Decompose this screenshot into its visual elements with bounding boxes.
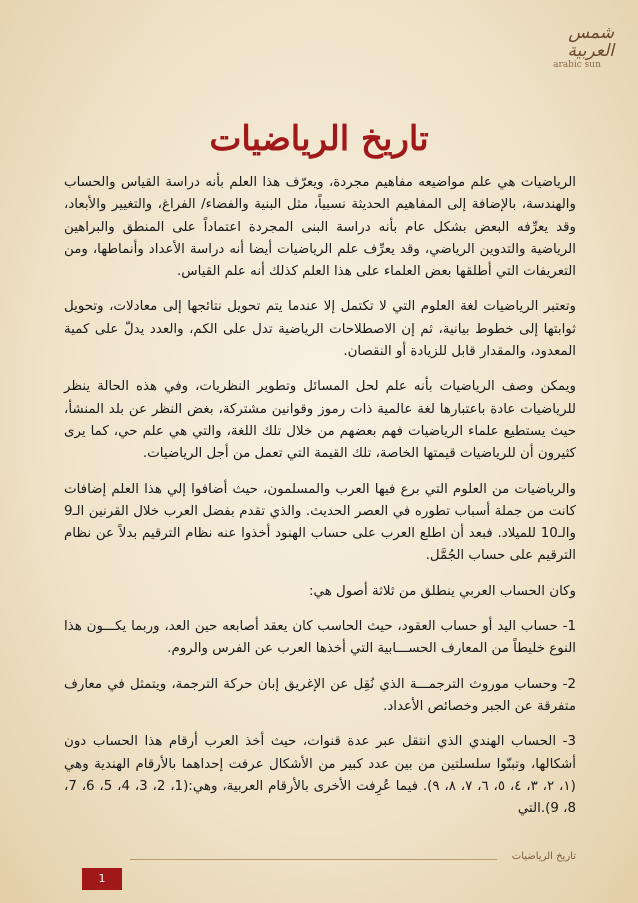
- footer-title: تاريخ الرياضيات: [511, 851, 576, 862]
- paragraph-definition: الرياضيات هي علم مواضيعه مفاهيم مجردة، ويعرّف هذا العلم بأنه دراسة القياس والحساب والهندسة، بالإضافة إلى المفاهيم الحديثة نسبياً، مثل البنية والفضاء/ الفراغ، والتغيير والأبعاد، وقد يعرِّفه البعض بشكل عام بأنه دراسة البنى المجردة اعتماداً على المنطق والبراهين الرياضية والتدوين الرياضي، وقد يعرِّف علم الرياضيات أيضا أنه دراسة الأعداد وأنماطها، ومن التعريفات التي أطلقها بعض العلماء على هذا العلم كذلك أنه علم القياس.: [64, 175, 576, 280]
- page-number-badge: 1: [82, 868, 122, 890]
- site-logo: [540, 22, 614, 72]
- article-body: [64, 172, 576, 833]
- logo-text: شمس العربية: [567, 22, 614, 61]
- paragraph-arab-contribution: والرياضيات من العلوم التي برع فيها العرب والمسلمون، حيث أضافوا إلي هذا العلم إضافات كانت من جملة أسباب تطوره في العصر الحديث. والذي تقدم بفضل العرب خلال القرنين الـ9 والـ10 للميلاد. فبعد أن اطلع العرب على حساب الهنود أخذوا عنه نظام الترقيم بدلاً عن نظام الترقيم على حساب الجُمَّل.: [64, 481, 576, 564]
- list-item-translation-heritage: 2- وحساب موروث الترجمـــة الذي نُقِل عن الإغريق إبان حركة الترجمة، ويتمثل في معارف متفرقة عن الجبر وخصائص الأعداد.: [64, 676, 576, 714]
- paragraph-three-origins: وكان الحساب العربي ينطلق من ثلاثة أصول هي:: [309, 583, 576, 599]
- footer-divider: [130, 859, 497, 860]
- list-item-indian-arithmetic: 3- الحساب الهندي الذي انتقل عبر عدة قنوات، حيث أخذ العرب أرقام هذا الحساب دون أشكالها، وتبنّوا سلسلتين من بين عدد كبير من الأشكال عرفت إحداهما بالأرقام الهندية وهي (١، ٢، ٣، ٤، ٥، ٦، ٧، ٨، ٩). فيما عُرِفت الأخرى بالأرقام العربية، وهي:(1، 2، 3، 4، 5، 6، 7، 8، 9).التي: [64, 734, 576, 817]
- paragraph-universal-language: ويمكن وصف الرياضيات بأنه علم لحل المسائل وتطوير النظريات، وفي هذه الحالة ينظر للرياضيات عادة باعتبارها لغة عالمية ذات رموز وقوانين مشتركة، بغض النظر عن بلد المنشأ، حيث يستطيع علماء الرياضيات فهم بعضهم من خلال تلك اللغة، والتي هي علم حي، كما يرى كثيرون أن للرياضيات قيمتها الخاصة، تلك القيمة التي تعمل من أجل الرياضيات.: [64, 379, 576, 462]
- page-title: تاريخ الرياضيات: [209, 118, 429, 159]
- logo-subtext: arabic sun: [553, 59, 601, 70]
- paragraph-language-of-science: وتعتبر الرياضيات لغة العلوم التي لا تكتمل إلا عندما يتم تحويل نتائجها إلى معادلات، وتحويل ثوابتها إلى خطوط بيانية، ثم إن الاصطلاحات الرياضية تدل على الكم، والعدد يدلّ على كمية المعدود، والمقدار قابل للزيادة أو النقصان.: [64, 299, 576, 360]
- list-item-hand-counting: 1- حساب اليد أو حساب العقود، حيث الحاسب كان يعقد أصابعه حين العد، وربما يكـــون هذا النوع خليطاً من المعارف الحســـابية التي أخذها العرب عن الفرس والروم.: [64, 619, 576, 657]
